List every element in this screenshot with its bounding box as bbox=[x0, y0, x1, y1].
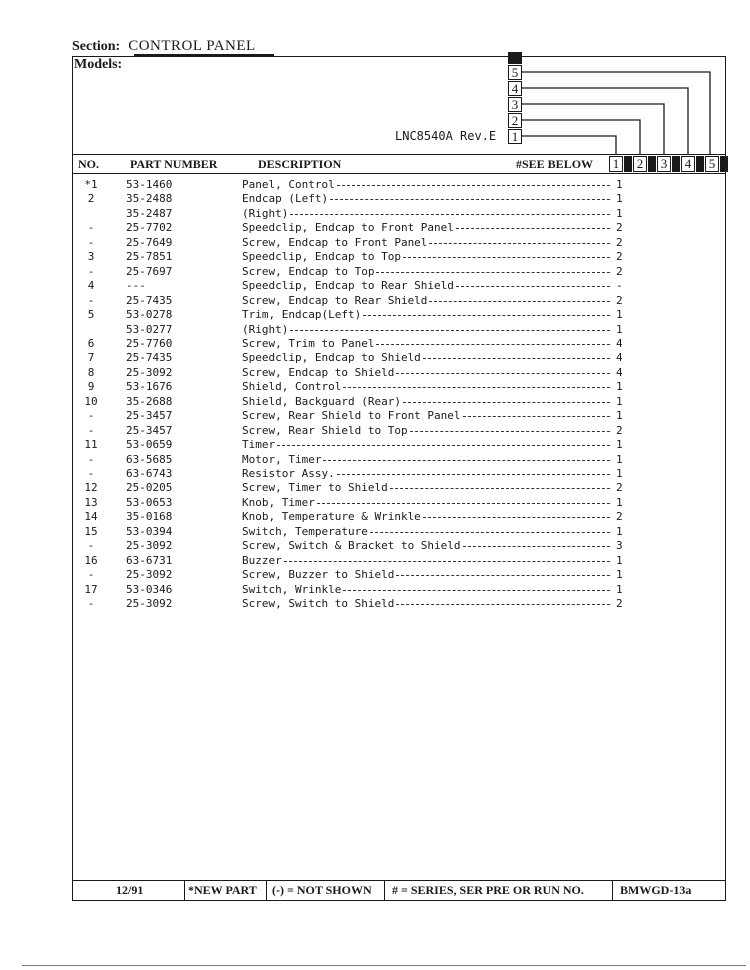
section-label: Section: bbox=[72, 39, 121, 54]
footer-doc-code: BMWGD-13a bbox=[620, 883, 692, 897]
dot-leader bbox=[284, 561, 610, 562]
quantity: 1 bbox=[616, 178, 623, 191]
quantity: 1 bbox=[616, 568, 623, 582]
part-number: 25-3457 bbox=[126, 423, 173, 437]
part-number: 53-0278 bbox=[126, 308, 173, 322]
quantity: 2 bbox=[616, 597, 623, 611]
part-number: 63-6743 bbox=[126, 467, 173, 480]
dot-leader bbox=[423, 517, 610, 518]
dot-leader bbox=[343, 590, 610, 591]
dot-leader bbox=[290, 214, 610, 215]
dot-leader bbox=[463, 416, 610, 417]
item-number: 13 bbox=[84, 495, 98, 509]
item-number: - bbox=[87, 293, 95, 307]
part-number: 25-3092 bbox=[126, 568, 173, 582]
part-number: 53-1460 bbox=[126, 178, 173, 191]
dot-leader bbox=[323, 460, 610, 461]
item-number: - bbox=[87, 409, 95, 423]
item-number: - bbox=[87, 539, 95, 553]
part-description: Panel, Control bbox=[242, 178, 335, 191]
model-col-divider bbox=[696, 156, 704, 172]
quantity: 2 bbox=[616, 481, 623, 495]
item-number: - bbox=[87, 568, 95, 582]
dot-leader bbox=[376, 272, 610, 273]
table-row bbox=[72, 366, 732, 380]
quantity: 1 bbox=[616, 380, 623, 394]
dot-leader bbox=[337, 474, 610, 475]
table-row bbox=[72, 265, 732, 279]
dot-leader bbox=[456, 286, 610, 287]
dot-leader bbox=[403, 402, 610, 403]
part-description: Motor, Timer bbox=[242, 452, 322, 466]
part-number: --- bbox=[126, 279, 146, 293]
quantity: 1 bbox=[616, 553, 623, 567]
part-number: 63-5685 bbox=[126, 452, 173, 466]
part-description: Switch, Temperature bbox=[242, 524, 368, 538]
quantity: 2 bbox=[616, 423, 623, 437]
table-row bbox=[72, 481, 732, 495]
series-box-2: 2 bbox=[508, 113, 522, 128]
quantity: - bbox=[616, 279, 623, 293]
item-number: 12 bbox=[84, 481, 98, 495]
part-description: Screw, Endcap to Shield bbox=[242, 365, 395, 379]
dot-leader bbox=[337, 185, 610, 186]
model-col-4: 4 bbox=[681, 156, 695, 172]
item-number: 14 bbox=[84, 510, 98, 524]
part-description: Screw, Timer to Shield bbox=[242, 481, 388, 495]
item-number: 11 bbox=[84, 438, 98, 452]
part-number: 35-2488 bbox=[126, 192, 173, 206]
part-number: 53-1676 bbox=[126, 380, 173, 394]
quantity: 1 bbox=[616, 394, 623, 408]
item-number: 4 bbox=[87, 279, 95, 293]
item-number: 6 bbox=[87, 336, 95, 350]
col-see-below-header: #SEE BELOW bbox=[516, 157, 594, 171]
part-description: Speedclip, Endcap to Rear Shield bbox=[242, 279, 454, 293]
dot-leader bbox=[429, 243, 610, 244]
series-box-4: 4 bbox=[508, 81, 522, 96]
part-number: 53-0346 bbox=[126, 582, 173, 596]
series-box-1: 1 bbox=[508, 129, 522, 144]
part-number: 63-6731 bbox=[126, 553, 173, 567]
part-number: 25-0205 bbox=[126, 481, 173, 495]
part-description: Screw, Endcap to Rear Shield bbox=[242, 293, 428, 307]
part-description: Screw, Rear Shield to Top bbox=[242, 423, 408, 437]
table-row bbox=[72, 554, 732, 568]
part-number: 25-3092 bbox=[126, 365, 173, 379]
part-description: Shield, Backguard (Rear) bbox=[242, 394, 401, 408]
part-number: 53-0277 bbox=[126, 322, 173, 336]
footer-divider bbox=[184, 881, 185, 900]
table-row bbox=[72, 279, 732, 293]
part-description: Speedclip, Endcap to Top bbox=[242, 250, 401, 264]
table-row bbox=[72, 395, 732, 409]
item-number: - bbox=[87, 597, 95, 611]
table-row bbox=[72, 510, 732, 524]
part-description: Buzzer bbox=[242, 553, 282, 567]
quantity: 1 bbox=[616, 206, 623, 220]
model-id: LNC8540A Rev.E bbox=[395, 129, 497, 143]
part-number: 25-7697 bbox=[126, 264, 173, 278]
quantity: 2 bbox=[616, 235, 623, 249]
quantity: 2 bbox=[616, 264, 623, 278]
quantity: 2 bbox=[616, 510, 623, 524]
models-label: Models: bbox=[74, 57, 123, 72]
part-description: Endcap (Left) bbox=[242, 192, 329, 206]
part-description: Speedclip, Endcap to Shield bbox=[242, 351, 421, 365]
part-description: Speedclip, Endcap to Front Panel bbox=[242, 221, 454, 235]
table-row bbox=[72, 323, 732, 337]
page-bottom-edge bbox=[22, 965, 746, 966]
model-col-divider bbox=[672, 156, 680, 172]
footer-not-shown: (-) = NOT SHOWN bbox=[272, 883, 372, 897]
dot-leader bbox=[463, 546, 610, 547]
table-row bbox=[72, 568, 732, 582]
model-col-divider bbox=[624, 156, 632, 172]
model-col-1: 1 bbox=[609, 156, 623, 172]
dot-leader bbox=[396, 575, 610, 576]
item-number: 10 bbox=[84, 394, 98, 408]
table-row bbox=[72, 409, 732, 423]
table-row bbox=[72, 424, 732, 438]
part-number: 35-2688 bbox=[126, 394, 173, 408]
quantity: 1 bbox=[616, 409, 623, 423]
part-description: (Right) bbox=[242, 206, 289, 220]
quantity: 1 bbox=[616, 322, 623, 336]
item-number: 3 bbox=[87, 250, 95, 264]
col-no-header: NO. bbox=[78, 157, 99, 171]
quantity: 1 bbox=[616, 582, 623, 596]
quantity: 1 bbox=[616, 452, 623, 466]
quantity: 1 bbox=[616, 192, 623, 206]
quantity: 1 bbox=[616, 438, 623, 452]
table-row bbox=[72, 525, 732, 539]
dot-leader bbox=[363, 315, 610, 316]
table-row bbox=[72, 583, 732, 597]
dot-leader bbox=[370, 532, 610, 533]
series-box-3: 3 bbox=[508, 97, 522, 112]
part-description: Trim, Endcap(Left) bbox=[242, 308, 362, 322]
table-row bbox=[72, 178, 732, 192]
footer-new-part: *NEW PART bbox=[188, 883, 257, 897]
part-description: Screw, Endcap to Front Panel bbox=[242, 235, 428, 249]
part-description: Shield, Control bbox=[242, 380, 342, 394]
footer-date: 12/91 bbox=[116, 883, 144, 897]
part-number: 25-3092 bbox=[126, 539, 173, 553]
item-number: 9 bbox=[87, 380, 95, 394]
part-description: Resistor Assy. bbox=[242, 467, 335, 480]
part-description: Screw, Switch to Shield bbox=[242, 597, 395, 611]
item-number: 16 bbox=[84, 553, 98, 567]
part-description: (Right) bbox=[242, 322, 289, 336]
table-row bbox=[72, 380, 732, 394]
item-number: 17 bbox=[84, 582, 98, 596]
quantity: 2 bbox=[616, 250, 623, 264]
dot-leader bbox=[343, 387, 610, 388]
item-number: 15 bbox=[84, 524, 98, 538]
footer-divider bbox=[384, 881, 385, 900]
item-number: *1 bbox=[84, 178, 98, 191]
part-number: 25-7435 bbox=[126, 351, 173, 365]
part-number: 25-7851 bbox=[126, 250, 173, 264]
col-part-number-header: PART NUMBER bbox=[130, 157, 218, 171]
item-number: - bbox=[87, 221, 95, 235]
quantity: 1 bbox=[616, 495, 623, 509]
quantity: 1 bbox=[616, 467, 623, 480]
model-col-divider bbox=[720, 156, 728, 172]
part-description: Screw, Buzzer to Shield bbox=[242, 568, 395, 582]
quantity: 4 bbox=[616, 365, 623, 379]
quantity: 1 bbox=[616, 308, 623, 322]
dot-leader bbox=[403, 257, 610, 258]
dot-leader bbox=[396, 604, 610, 605]
footer-series-note: # = SERIES, SER PRE OR RUN NO. bbox=[392, 883, 584, 897]
dot-leader bbox=[456, 228, 610, 229]
col-description-header: DESCRIPTION bbox=[258, 157, 342, 171]
dot-leader bbox=[429, 301, 610, 302]
part-number: 35-2487 bbox=[126, 206, 173, 220]
dot-leader bbox=[410, 431, 610, 432]
table-row bbox=[72, 192, 732, 206]
item-number: 7 bbox=[87, 351, 95, 365]
section-value: CONTROL PANEL bbox=[128, 38, 256, 54]
part-number: 53-0394 bbox=[126, 524, 173, 538]
part-description: Knob, Temperature & Wrinkle bbox=[242, 510, 421, 524]
item-number: - bbox=[87, 264, 95, 278]
part-number: 25-7702 bbox=[126, 221, 173, 235]
item-number: 8 bbox=[87, 365, 95, 379]
part-number: 25-3092 bbox=[126, 597, 173, 611]
part-description: Switch, Wrinkle bbox=[242, 582, 342, 596]
part-number: 25-7649 bbox=[126, 235, 173, 249]
table-row bbox=[72, 438, 732, 452]
table-row bbox=[72, 236, 732, 250]
item-number: 2 bbox=[87, 192, 95, 206]
part-number: 53-0659 bbox=[126, 438, 173, 452]
item-number: - bbox=[87, 452, 95, 466]
table-row bbox=[72, 308, 732, 322]
table-row bbox=[72, 467, 732, 481]
quantity: 2 bbox=[616, 293, 623, 307]
part-number: 25-3457 bbox=[126, 409, 173, 423]
part-description: Screw, Trim to Panel bbox=[242, 336, 375, 350]
table-row bbox=[72, 539, 732, 553]
table-row bbox=[72, 453, 732, 467]
dot-leader bbox=[317, 503, 610, 504]
footer-divider bbox=[612, 881, 613, 900]
dot-leader bbox=[396, 373, 610, 374]
dot-leader bbox=[330, 199, 610, 200]
table-row bbox=[72, 597, 732, 611]
part-description: Screw, Rear Shield to Front Panel bbox=[242, 409, 461, 423]
table-row bbox=[72, 294, 732, 308]
dot-leader bbox=[423, 358, 610, 359]
dot-leader bbox=[277, 445, 610, 446]
footer-divider bbox=[266, 881, 267, 900]
item-number: - bbox=[87, 235, 95, 249]
table-row bbox=[72, 207, 732, 221]
item-number: 5 bbox=[87, 308, 95, 322]
model-col-divider bbox=[648, 156, 656, 172]
model-col-3: 3 bbox=[657, 156, 671, 172]
table-row bbox=[72, 221, 732, 235]
model-col-5: 5 bbox=[705, 156, 719, 172]
dot-leader bbox=[390, 488, 610, 489]
item-number: - bbox=[87, 467, 95, 480]
series-box-5: 5 bbox=[508, 65, 522, 80]
part-number: 53-0653 bbox=[126, 495, 173, 509]
table-row bbox=[72, 496, 732, 510]
model-col-2: 2 bbox=[633, 156, 647, 172]
part-number: 35-0168 bbox=[126, 510, 173, 524]
dot-leader bbox=[290, 330, 610, 331]
part-description: Timer bbox=[242, 438, 276, 452]
part-description: Screw, Endcap to Top bbox=[242, 264, 375, 278]
table-row bbox=[72, 250, 732, 264]
item-number: - bbox=[87, 423, 95, 437]
part-number: 25-7435 bbox=[126, 293, 173, 307]
table-row bbox=[72, 351, 732, 365]
quantity: 3 bbox=[616, 539, 623, 553]
part-number: 25-7760 bbox=[126, 336, 173, 350]
quantity: 4 bbox=[616, 336, 623, 350]
part-description: Knob, Timer bbox=[242, 495, 315, 509]
table-row bbox=[72, 337, 732, 351]
part-description: Screw, Switch & Bracket to Shield bbox=[242, 539, 461, 553]
dot-leader bbox=[376, 344, 610, 345]
quantity: 4 bbox=[616, 351, 623, 365]
quantity: 1 bbox=[616, 524, 623, 538]
quantity: 2 bbox=[616, 221, 623, 235]
